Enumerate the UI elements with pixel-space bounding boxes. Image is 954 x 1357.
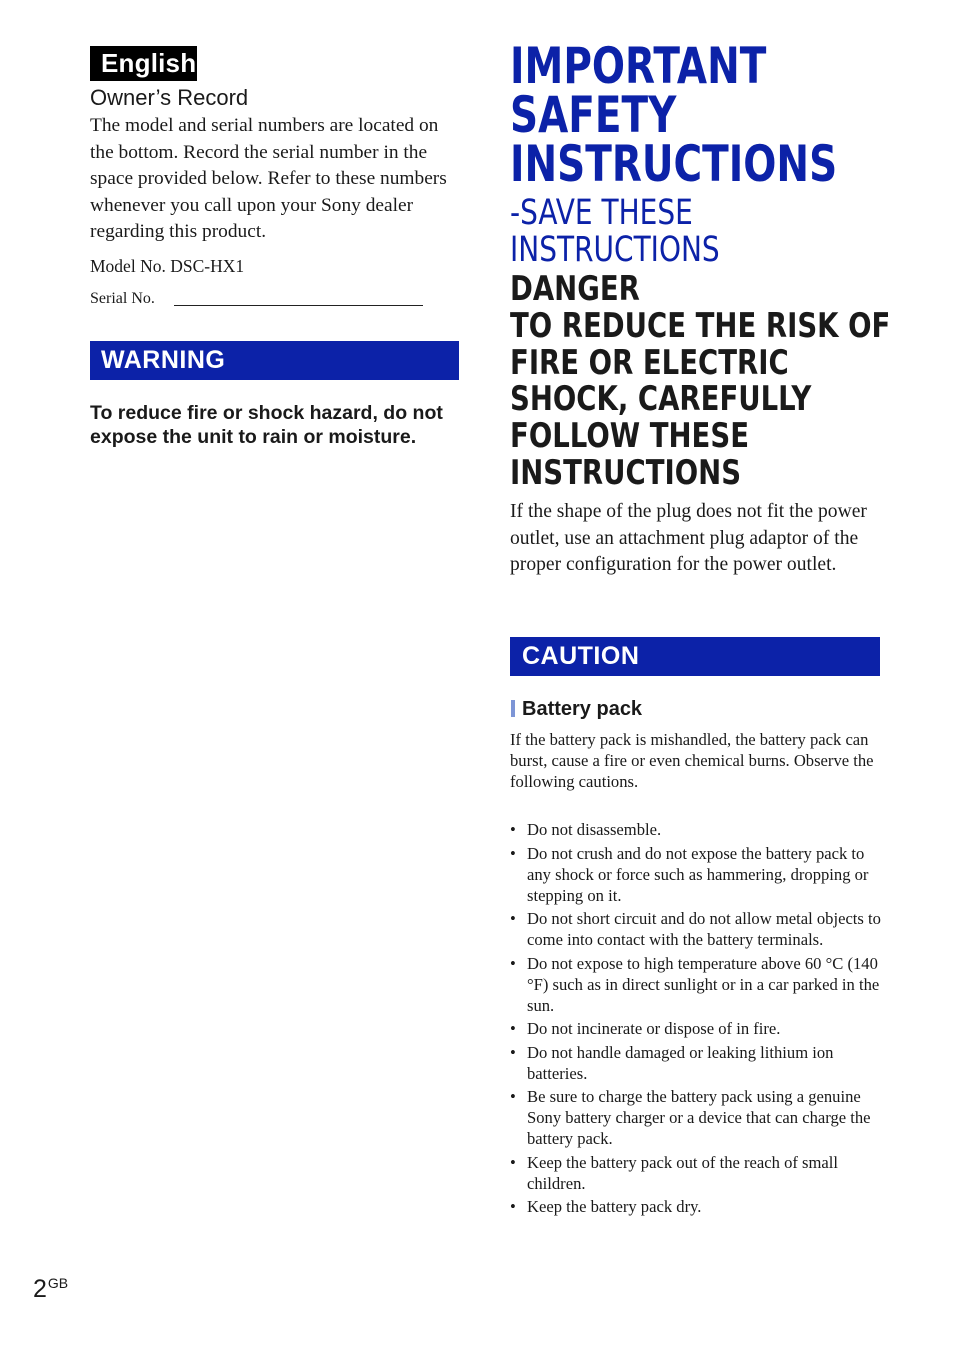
list-item: [510, 953, 882, 1016]
list-item: [510, 908, 882, 950]
list-item-text: Keep the battery pack dry.: [527, 1197, 702, 1216]
headline-line: IMPORTANT: [510, 37, 767, 95]
warning-banner: WARNING: [90, 341, 459, 380]
serial-number-label: Serial No.: [90, 290, 155, 307]
list-item-text: Do not disassemble.: [527, 820, 662, 839]
warning-text: To reduce fire or shock hazard, do not expose the unit to rain or moisture.: [90, 402, 443, 448]
list-item: [510, 1086, 882, 1149]
list-item-text: Do not expose to high temperature above 60 °C (140 °F) such as in direct sunlight or in a car parked in the sun.: [527, 953, 880, 1015]
model-number: Model No. DSC-HX1: [90, 256, 245, 276]
bullet-glyph: •: [510, 1019, 516, 1038]
list-item: [510, 1042, 882, 1084]
save-instructions-heading: [510, 195, 720, 269]
owners-record-body: The model and serial numbers are located on the bottom. Record the serial number in the space provided below. Refer to these numbers whenever you call upon your Sony dealer regarding this product.: [90, 115, 447, 242]
list-item: [510, 843, 882, 906]
danger-line: FOLLOW THESE: [510, 416, 750, 457]
bullet-glyph: •: [510, 1197, 516, 1216]
danger-line: TO REDUCE THE RISK OF: [510, 305, 891, 346]
bullet-glyph: •: [510, 1042, 516, 1062]
battery-caution-list: [510, 819, 882, 1220]
list-item-text: Be sure to charge the battery pack using a genuine Sony battery charger or a device that can charge the battery pack.: [527, 1087, 871, 1148]
list-item-text: Keep the battery pack out of the reach of small children.: [527, 1152, 839, 1193]
bullet-glyph: •: [510, 820, 516, 839]
headline-line: INSTRUCTIONS: [510, 135, 838, 193]
danger-line: SHOCK, CAREFULLY: [510, 379, 812, 420]
owners-record-title: Owner’s Record: [90, 85, 249, 110]
list-item: [510, 1018, 882, 1039]
list-item-text: Do not short circuit and do not allow metal objects to come into contact with the battery terminals.: [527, 909, 881, 949]
danger-line: FIRE OR ELECTRIC: [510, 342, 789, 383]
page-suffix: GB: [47, 1275, 69, 1291]
save-line: -SAVE THESE: [510, 193, 693, 233]
battery-pack-heading: Battery pack: [522, 698, 643, 720]
list-item-text: Do not incinerate or dispose of in fire.: [527, 1019, 781, 1038]
bullet-glyph: •: [510, 1152, 516, 1172]
list-item-text: Do not handle damaged or leaking lithium ion batteries.: [527, 1042, 834, 1083]
save-line: INSTRUCTIONS: [510, 230, 720, 270]
list-item-text: Do not crush and do not expose the battery pack to any shock or force such as hammering, dropping or stepping on it.: [527, 843, 869, 905]
section-marker-bar: [511, 700, 515, 717]
plug-instruction-text: If the shape of the plug does not fit the power outlet, use an attachment plug adaptor of the proper configuration for the power outlet.: [510, 501, 867, 575]
bullet-glyph: •: [510, 1087, 516, 1106]
list-item: [510, 819, 882, 840]
serial-number-blank-line: [174, 305, 423, 306]
battery-pack-intro: If the battery pack is mishandled, the battery pack can burst, cause a fire or even chemical burns. Observe the following cautions.: [510, 730, 874, 791]
bullet-glyph: •: [510, 953, 516, 973]
bullet-glyph: •: [510, 843, 516, 863]
caution-banner: CAUTION: [510, 637, 880, 676]
danger-line: DANGER: [510, 269, 640, 309]
danger-heading: [510, 271, 890, 492]
bullet-glyph: •: [510, 909, 516, 928]
danger-line: INSTRUCTIONS: [510, 452, 742, 493]
important-safety-headline: [510, 37, 838, 193]
list-item: [510, 1196, 882, 1217]
language-tab: English: [90, 46, 197, 81]
list-item: [510, 1152, 882, 1194]
page-number-value: 2: [33, 1275, 47, 1303]
headline-line: SAFETY: [510, 86, 677, 144]
page-number: [33, 1266, 68, 1306]
